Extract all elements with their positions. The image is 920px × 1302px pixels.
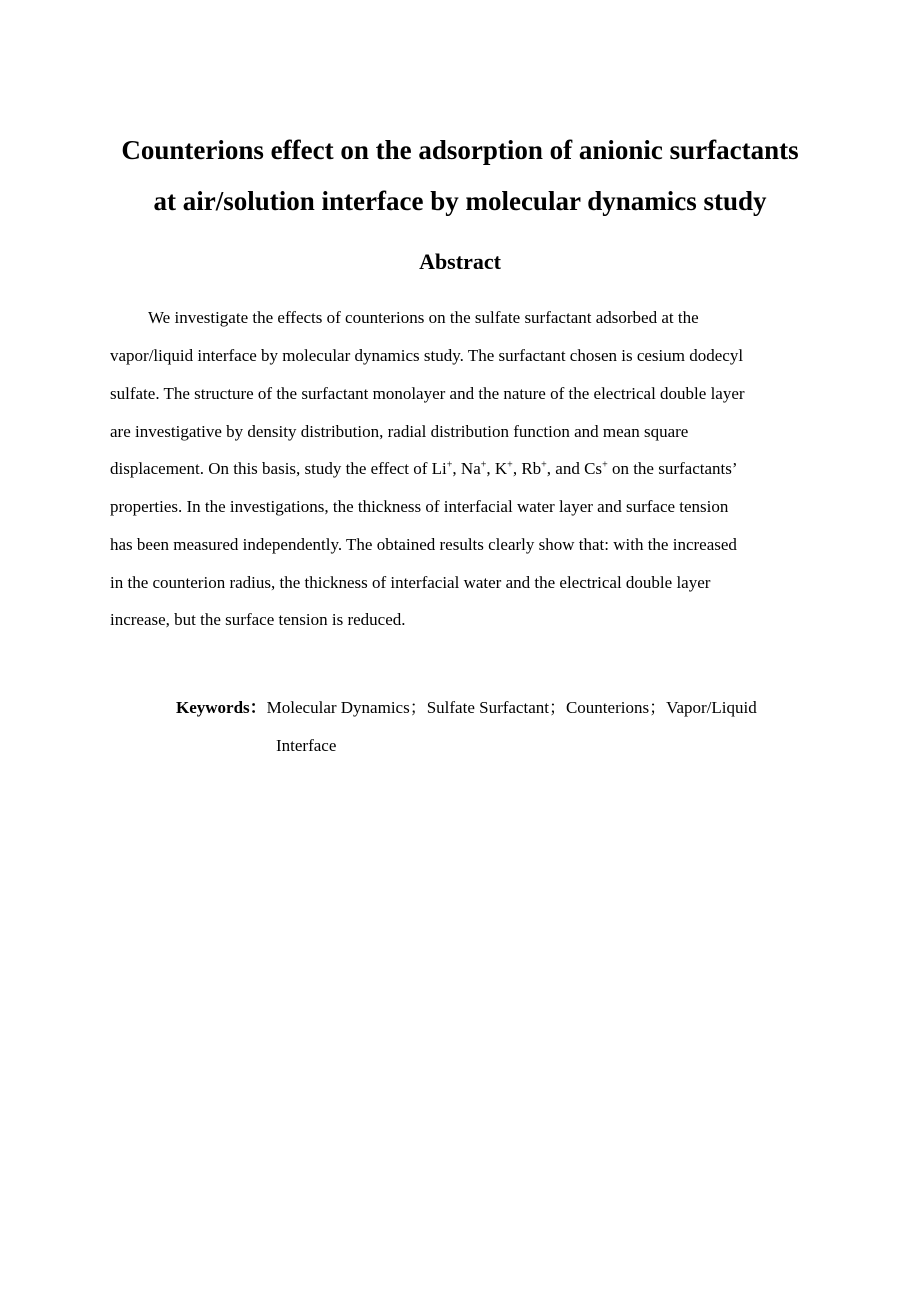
- ion-cs: Cs: [584, 459, 603, 478]
- paper-title-line-1: Counterions effect on the adsorption of anionic surfactants: [121, 135, 799, 165]
- abstract-line-ions: [110, 458, 738, 480]
- abstract-heading: Abstract: [419, 249, 501, 274]
- ion-charge: +: [507, 459, 513, 471]
- ion-charge: +: [446, 459, 453, 471]
- abstract-line: vapor/liquid interface by molecular dynamics study. The surfactant chosen is cesium dodecyl: [110, 346, 744, 365]
- abstract-line: are investigative by density distribution, radial distribution function and mean square: [110, 422, 689, 441]
- ion-separator: , and: [546, 459, 585, 478]
- keywords-label: Keywords：: [176, 698, 267, 717]
- keywords-list: Molecular Dynamics；Sulfate Surfactant；Counterions；Vapor/Liquid: [266, 698, 757, 717]
- ion-charge: +: [602, 459, 608, 471]
- abstract-line: We investigate the effects of counterions on the sulfate surfactant adsorbed at the: [148, 308, 699, 327]
- ion-k: K: [494, 459, 508, 478]
- ions-suffix: on the surfactants’: [607, 459, 738, 478]
- ion-rb: Rb: [521, 459, 542, 478]
- abstract-line: sulfate. The structure of the surfactant monolayer and the nature of the electrical double layer: [110, 384, 745, 403]
- ion-li: Li: [431, 459, 447, 478]
- keywords-list-continued: Interface: [276, 736, 337, 755]
- abstract-line: has been measured independently. The obtained results clearly show that: with the increased: [110, 535, 737, 554]
- ion-charge: +: [541, 459, 547, 471]
- ion-separator: ,: [512, 459, 522, 478]
- ion-na: Na: [460, 459, 481, 478]
- ion-charge: +: [480, 459, 487, 471]
- keywords-row: [176, 697, 757, 719]
- ion-separator: ,: [452, 459, 461, 478]
- abstract-line: increase, but the surface tension is reduced.: [110, 610, 406, 629]
- paper-title-line-2: at air/solution interface by molecular dynamics study: [153, 186, 767, 216]
- ions-prefix: displacement. On this basis, study the effect of: [110, 459, 432, 478]
- abstract-line: properties. In the investigations, the thickness of interfacial water layer and surface tension: [110, 497, 729, 516]
- abstract-line: in the counterion radius, the thickness of interfacial water and the electrical double layer: [110, 573, 711, 592]
- ion-separator: ,: [486, 459, 495, 478]
